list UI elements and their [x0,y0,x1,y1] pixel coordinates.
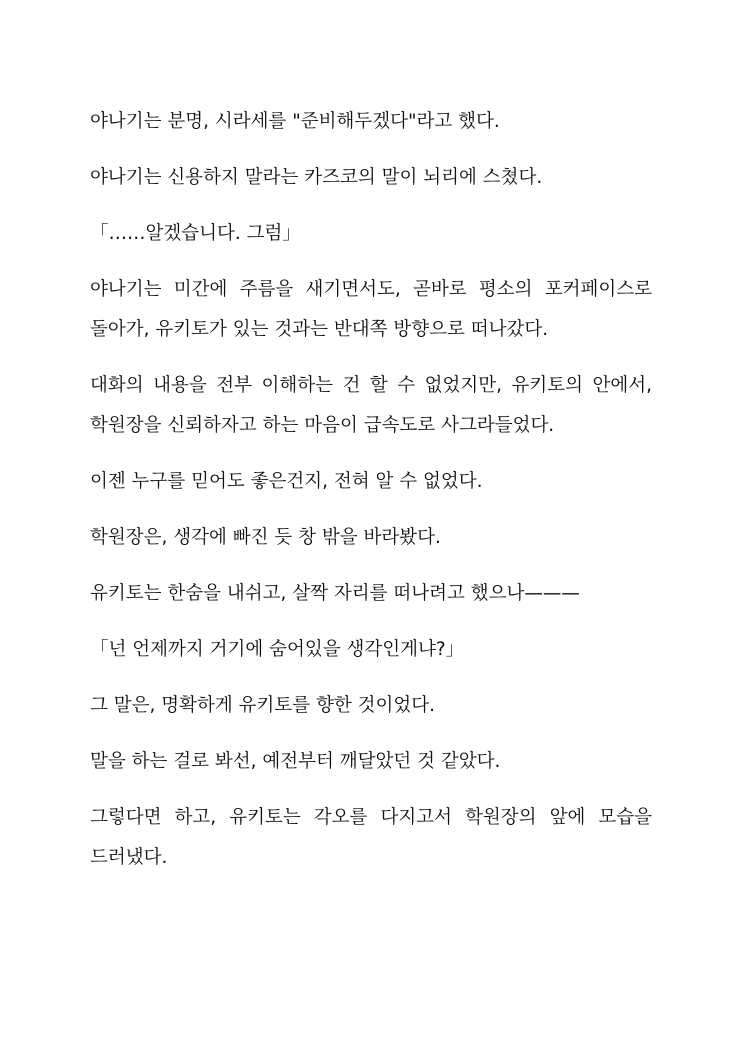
body-text [90,102,652,894]
paragraph: 야나기는 신용하지 말라는 카즈코의 말이 뇌리에 스쳤다. [90,167,543,188]
paragraph: 대화의 내용을 전부 이해하는 건 할 수 없었지만, 유키토의 안에서, 학원장을 신뢰하자고 하는 마음이 급속도로 사그라들었다. [90,375,652,436]
paragraph: 말을 하는 걸로 봐선, 예전부터 깨달았던 것 같았다. [90,751,501,772]
paragraph: 야나기는 분명, 시라세를 "준비해두겠다"라고 했다. [90,111,500,132]
paragraph: 이젠 누구를 믿어도 좋은건지, 전혀 알 수 없었다. [90,471,483,492]
paragraph: 그 말은, 명확하게 유키토를 향한 것이었다. [90,695,435,716]
paragraph: 「넌 언제까지 거기에 숨어있을 생각인게냐?」 [90,639,465,660]
paragraph: 그렇다면 하고, 유키토는 각오를 다지고서 학원장의 앞에 모습을 드러냈다. [90,807,652,868]
paragraph: 야나기는 미간에 주름을 새기면서도, 곧바로 평소의 포커페이스로 돌아가, 유키토가 있는 것과는 반대쪽 방향으로 떠나갔다. [90,279,652,340]
paragraph: 유키토는 한숨을 내쉬고, 살짝 자리를 떠나려고 했으나——— [90,583,580,604]
paragraph: 「……알겠습니다. 그럼」 [90,223,301,244]
paragraph: 학원장은, 생각에 빠진 듯 창 밖을 바라봤다. [90,527,441,548]
